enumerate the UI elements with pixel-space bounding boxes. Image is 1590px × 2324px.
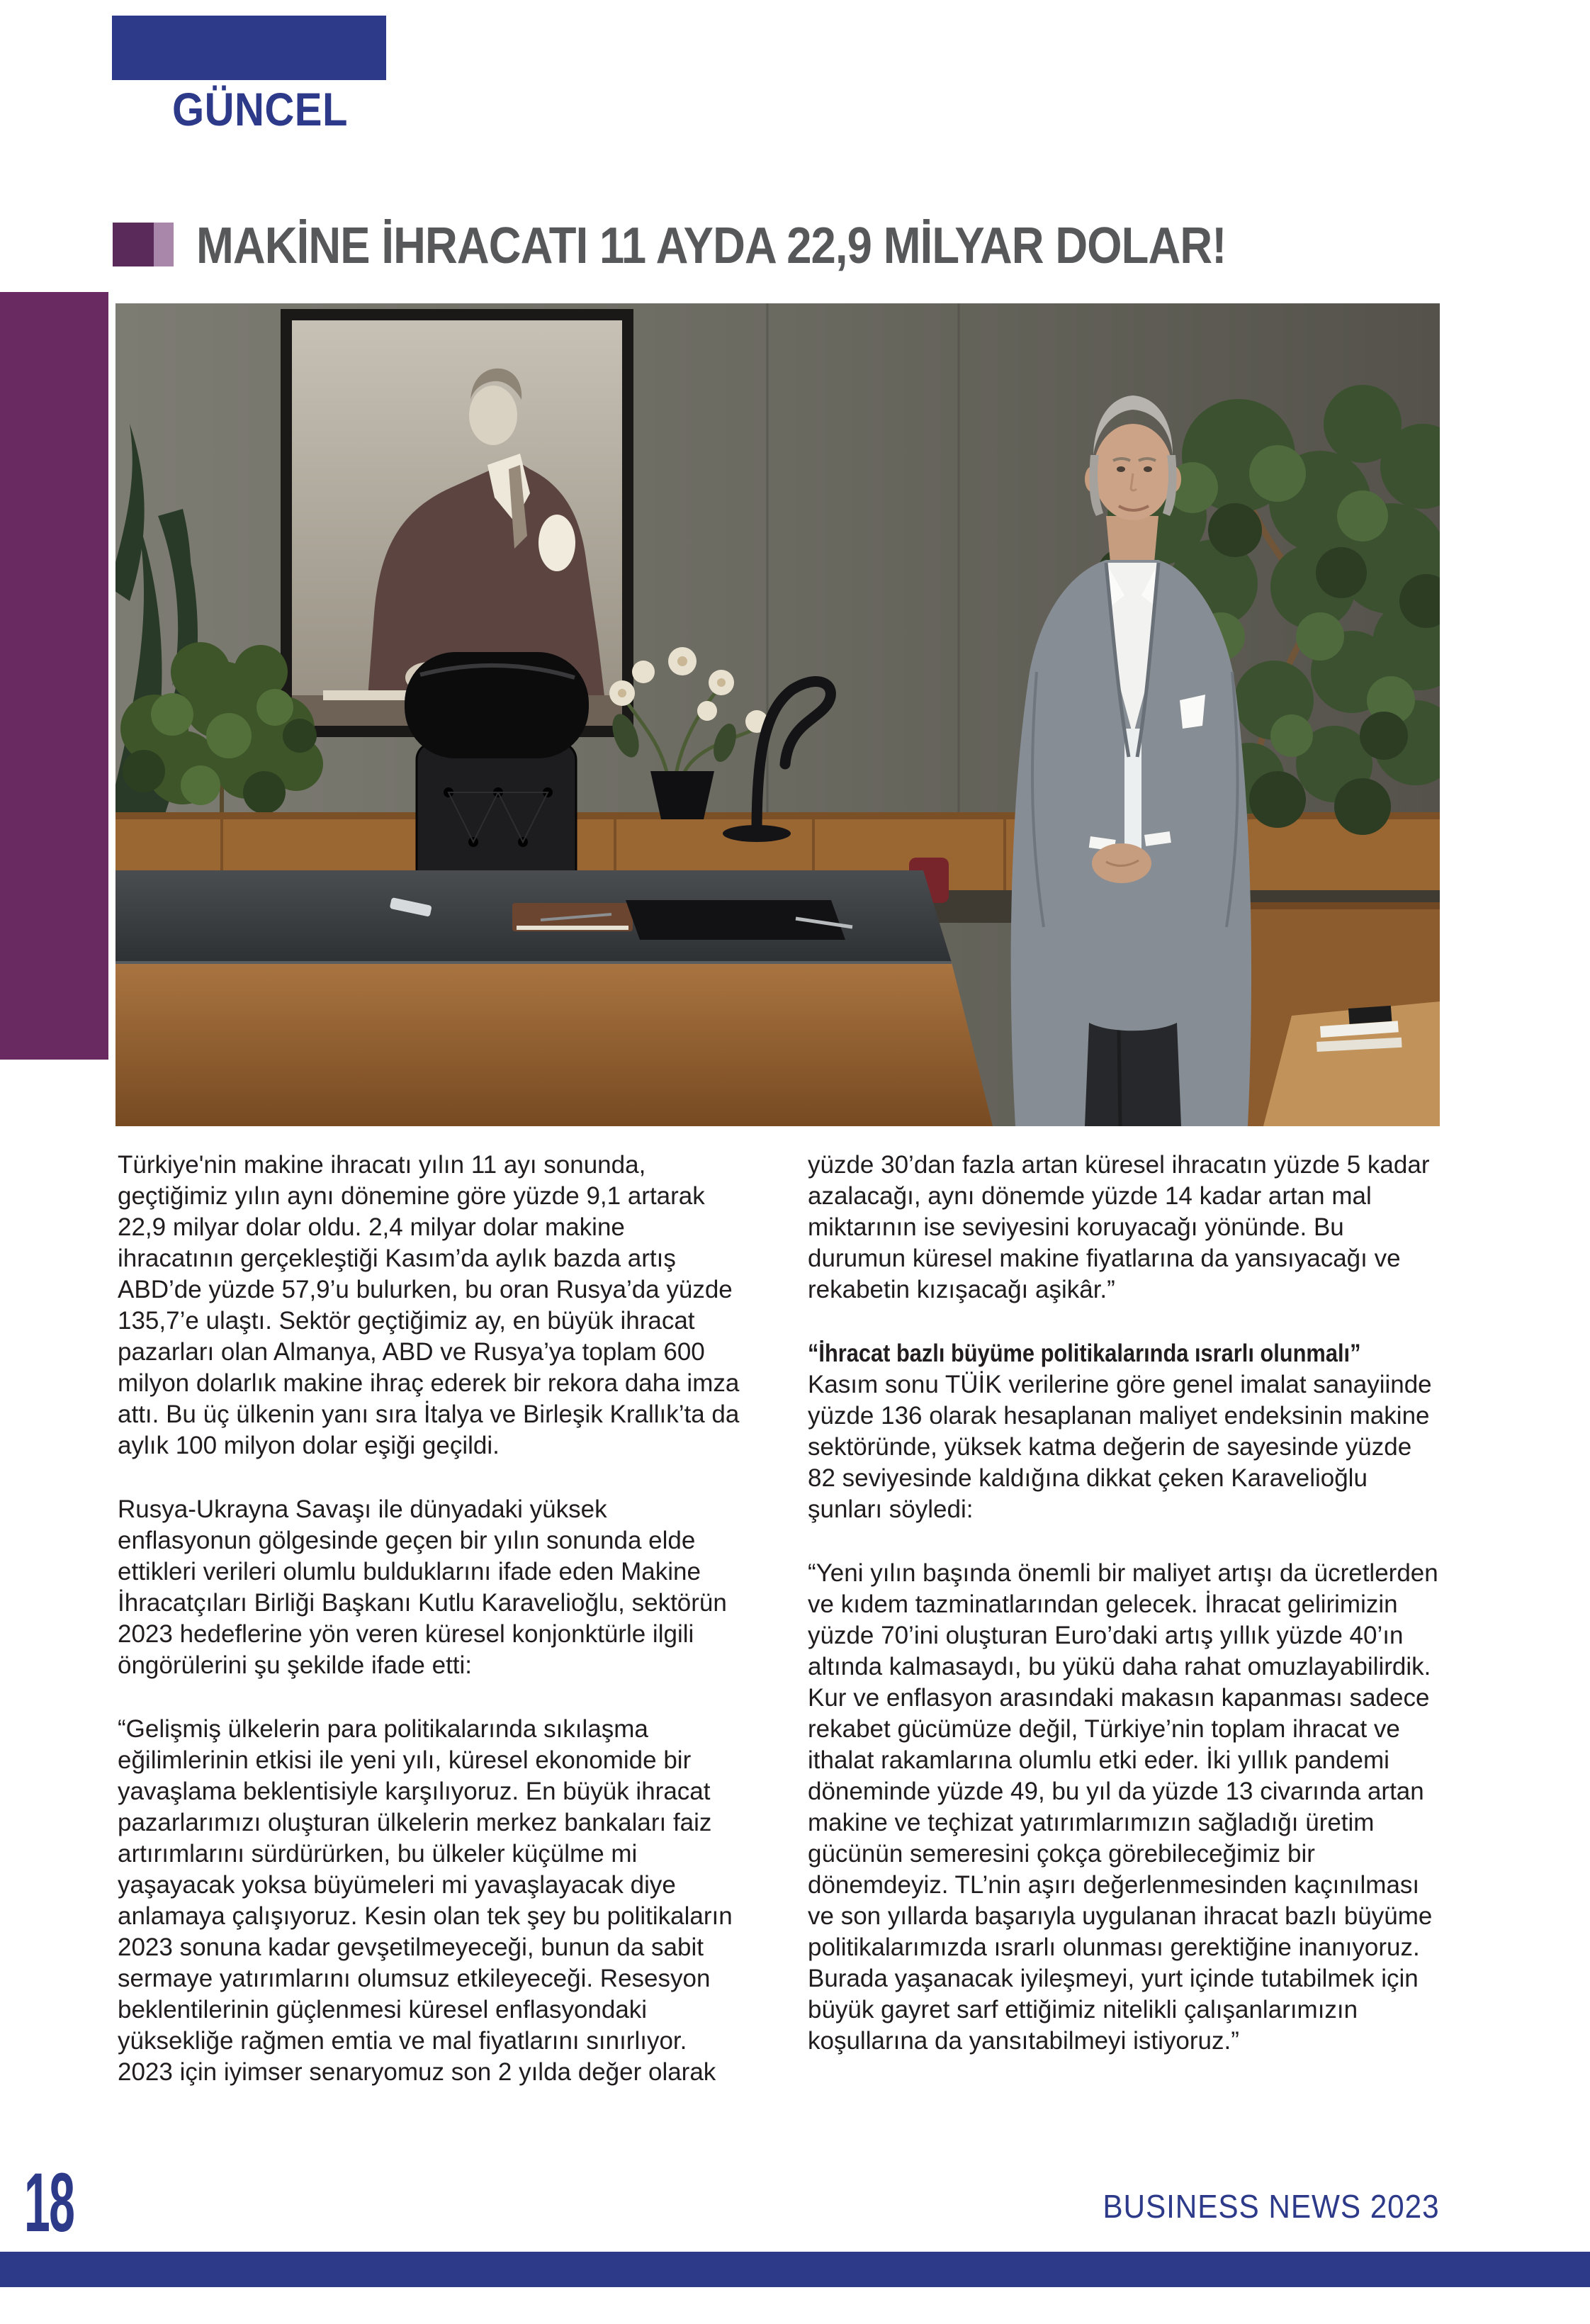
- headline-square-light: [154, 223, 174, 266]
- section-label: GÜNCEL: [172, 83, 348, 135]
- pocket-square: [1180, 695, 1205, 729]
- left-accent-bar: [0, 292, 108, 1060]
- article-photo: [115, 303, 1440, 1126]
- section-tab-rect: [112, 16, 386, 80]
- paragraph: “Yeni yılın başında önemli bir maliyet artışı da ücretlerden ve kıdem tazminatlarından gelecek. İhracat gelirimizin yüzde 70’ini oluşturan Euro’daki artış yıllık yüzde 40’ın altında kalmasaydı, bu yükü daha rahat omuzlayabilirdik. Kur ve enflasyon arasındaki makasın kapanması sadece rekabet gücümüze değil, Türkiye’nin toplam ihracat ve ithalat rakamlarına olumlu etki eder. İki yıllık pandemi döneminde yüzde 49, bu yıl da yüzde 13 civarında artan makine ve teçhizat yatırımlarımızın sağladığı üretim gücünün semeresini çokça görebileceğimiz bir dönemdeyiz. TL’nin aşırı değerlenmesinden kaçınılması ve son yıllarda başarıyla uygulanan ihracat bazlı büyüme politikalarımızda ısrarlı olunması gerektiğine inanıyoruz. Burada yaşanacak iyileşmeyi, yurt içinde tutabilmek için büyük gayret sarf ettiğimiz nitelikli çalışanlarımızın koşullarına da yansıtabilmeyi istiyoruz.”: [808, 1559, 1438, 2055]
- neck: [1106, 516, 1158, 563]
- page-number: 18: [24, 2156, 74, 2250]
- paragraph: Rusya-Ukrayna Savaşı ile dünyadaki yüksek enflasyonun gölgesinde geçen bir yılın sonunda elde ettikleri verileri olumlu bulduklarını ifade eden Makine İhracatçıları Birliği Başkanı Kutlu Karavelioğlu, sektörün 2023 hedeflerine yön veren küresel konjonktürle ilgili öngörülerini şu şekilde ifade etti:: [118, 1495, 727, 1679]
- article-column-1: [118, 1150, 741, 2121]
- article-column-2: [808, 1150, 1440, 2089]
- black-vase: [650, 771, 714, 819]
- article-headline: MAKİNE İHRACATI 11 AYDA 22,9 MİLYAR DOLAR!: [196, 218, 1227, 274]
- head: [1093, 424, 1173, 520]
- paragraph: yüzde 30’dan fazla artan küresel ihracatın yüzde 5 kadar azalacağı, aynı dönemde yüzde 14 kadar artan mal miktarının ise seviyesini koruyacağı yönünde. Bu durumun küresel makine fiyatlarına da yansıyacağı ve rekabetin kızışacağı aşikâr.”: [808, 1151, 1430, 1303]
- paragraph: Türkiye'nin makine ihracatı yılın 11 ayı sonunda, geçtiğimiz yılın aynı dönemine göre yüzde 9,1 artarak 22,9 milyar dolar oldu. 2,4 milyar dolar makine ihracatının gerçekleştiği Kasım’da aylık bazda artış ABD’de yüzde 57,9’u bulurken, bu oran Rusya’da yüzde 135,7’e ulaştı. Sektör geçtiğimiz ay, en büyük ihracat pazarları olan Almanya, ABD ve Rusya’ya toplam 600 milyon dolarlık makine ihraç ederek bir rekora daha imza attı. Bu üç ülkenin yanı sıra İtalya ve Birleşik Krallık’ta da aylık 100 milyon dolar eşiği geçildi.: [118, 1151, 740, 1459]
- headline-square-dark: [113, 223, 154, 266]
- hands: [1092, 843, 1151, 883]
- executive-desk: [115, 870, 993, 1126]
- paragraph: Kasım sonu TÜİK verilerine göre genel imalat sanayiinde yüzde 136 olarak hesaplanan maliyet endeksinin makine sektöründe, yüksek katma değerin de sayesinde yüzde 82 seviyesinde kaldığına dikkat çeken Karavelioğlu şunları söyledi:: [808, 1371, 1432, 1523]
- magazine-label: BUSINESS NEWS 2023: [1103, 2188, 1440, 2225]
- article-subhead: “İhracat bazlı büyüme politikalarında ısrarlı olunmalı”: [808, 1340, 1361, 1367]
- footer-bar: [0, 2252, 1590, 2287]
- office-scene: [115, 303, 1440, 1126]
- paragraph: “Gelişmiş ülkelerin para politikalarında sıkılaşma eğilimlerinin etkisi ile yeni yılı, küresel ekonomide bir yavaşlama beklentisiyle karşılıyoruz. En büyük ihracat pazarlarımızı oluşturan ülkelerin merkez bankaları faiz artırımlarını sürdürürken, bu ülkeler küçülme mi yaşayacak yoksa büyümeleri mi yavaşlayacak diye anlamaya çalışıyoruz. Kesin olan tek şey bu politikaların 2023 sonuna kadar gevşetilmeyeceği, bunun da sabit sermaye yatırımlarını olumsuz etkileyeceği. Resesyon beklentilerinin güçlenmesi küresel enflasyondaki yüksekliğe rağmen emtia ve mal fiyatlarını sınırlıyor. 2023 için iyimser senaryomuz son 2 yılda değer olarak: [118, 1715, 733, 2086]
